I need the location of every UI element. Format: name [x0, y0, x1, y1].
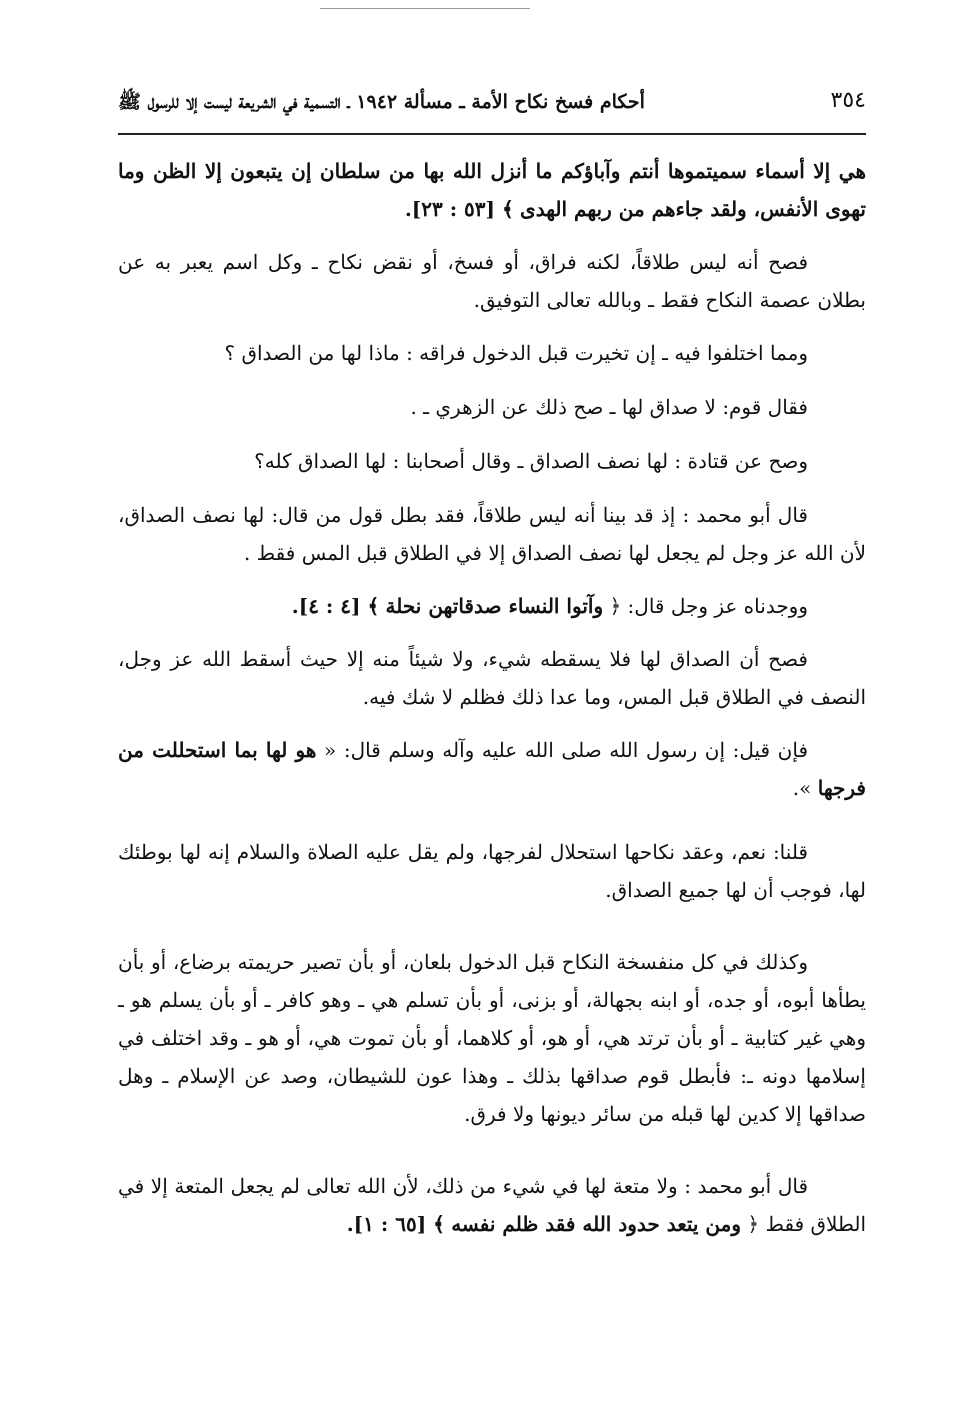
- verse-reference: ﴾ [٥٣ : ٢٣].: [404, 197, 514, 221]
- paragraph: قال أبو محمد : إذ قد بينا أنه ليس طلاقاً، فقد بطل قول من قال: لها نصف الصداق، لأن الله عز وجل لم يجعل لها نصف الصداق إلا في الطلاق قبل المس فقط .: [118, 503, 866, 565]
- paragraph: فقال قوم: لا صداق لها ـ صح ذلك عن الزهري ـ .: [410, 395, 808, 419]
- quran-verse: وآتوا النساء صدقاتهن نحلة: [385, 594, 604, 618]
- paragraph-with-verse: [118, 1167, 866, 1243]
- page-number: ٣٥٤: [830, 88, 866, 113]
- hadith-text: هو لها بما استحللت من فرجها: [118, 738, 866, 800]
- paragraph-with-hadith: [118, 731, 866, 807]
- quran-verse: ومن يتعد حدود الله فقد ظلم نفسه: [451, 1212, 742, 1236]
- header-rule: [118, 133, 866, 135]
- paragraph-quran-continuation: [118, 152, 866, 228]
- hadith-close: ».: [792, 776, 812, 800]
- paragraph: فصح أن الصداق لها فلا يسقطه شيء، ولا شيئاً منه إلا حيث أسقط الله عز وجل، النصف في الطلاق قبل المس، وما عدا ذلك فظلم لا شك فيه.: [118, 647, 866, 709]
- paragraph: وكذلك في كل منفسخة النكاح قبل الدخول بلعان، أو بأن تصير حريمته برضاع، أو بأن يطأها أبوه، أو جده، أو ابنه بجهالة، أو بزنى، أو بأن تسلم هي ـ وهو كافر ـ أو بأن يسلم هو ـ وهي غير كتابية ـ أو بأن ترتد هي، أو هو، أو كلاهما، أو بأن تموت هي، أو هو ـ وقد اختلف في إسلامها دونه ـ: فأبطل قوم صداقها بذلك ـ وهذا عون للشيطان، وصد عن الإسلام ـ وهل صداقها إلا كدين لها قبله من سائر ديونها ولا فرق.: [118, 950, 866, 1126]
- page-header: [118, 82, 866, 122]
- paragraph-with-verse: [118, 587, 866, 625]
- quran-verse: هي إلا أسماء سميتموها أنتم وآباؤكم ما أنزل الله بها من سلطان إن يتبعون إلا الظن وما تهوى الأنفس، ولقد جاءهم من ربهم الهدى: [118, 159, 866, 221]
- verse-intro: ووجدناه عز وجل قال: ﴿: [609, 594, 808, 618]
- hadith-intro: فإن قيل: إن رسول الله صلى الله عليه وآله وسلم قال: «: [324, 738, 809, 762]
- page-body: [118, 152, 866, 1258]
- top-rule: [320, 8, 530, 9]
- running-title: أحكام فسخ نكاح الأمة ـ مسألة ١٩٤٢ ـ التسمية في الشريعة ليست إلا للرسول ﷺ: [118, 91, 645, 113]
- verse-reference: ﴾ [٤ : ٤].: [291, 594, 380, 618]
- paragraph: قلنا: نعم، وعقد نكاحها استحلال لفرجها، ولم يقل عليه الصلاة والسلام إنه لها بوطئك لها، فوجب أن لها جميع الصداق.: [118, 840, 866, 902]
- paragraph: وصح عن قتادة : لها نصف الصداق ـ وقال أصحابنا : لها الصداق كله؟: [254, 449, 808, 473]
- paragraph: فصح أنه ليس طلاقاً، لكنه فراق، أو فسخ، أو نقض نكاح ـ وكل اسم يعبر به عن بطلان عصمة النكاح فقط ـ وبالله تعالى التوفيق.: [118, 250, 866, 312]
- verse-reference: ﴾ [٦٥ : ١].: [346, 1212, 445, 1236]
- verse-intro: قال أبو محمد : ولا متعة لها في شيء من ذلك، لأن الله تعالى لم يجعل المتعة إلا في الطلاق فقط ﴿: [118, 1174, 866, 1236]
- paragraph: ومما اختلفوا فيه ـ إن تخيرت قبل الدخول فراقه : ماذا لها من الصداق ؟: [224, 341, 808, 365]
